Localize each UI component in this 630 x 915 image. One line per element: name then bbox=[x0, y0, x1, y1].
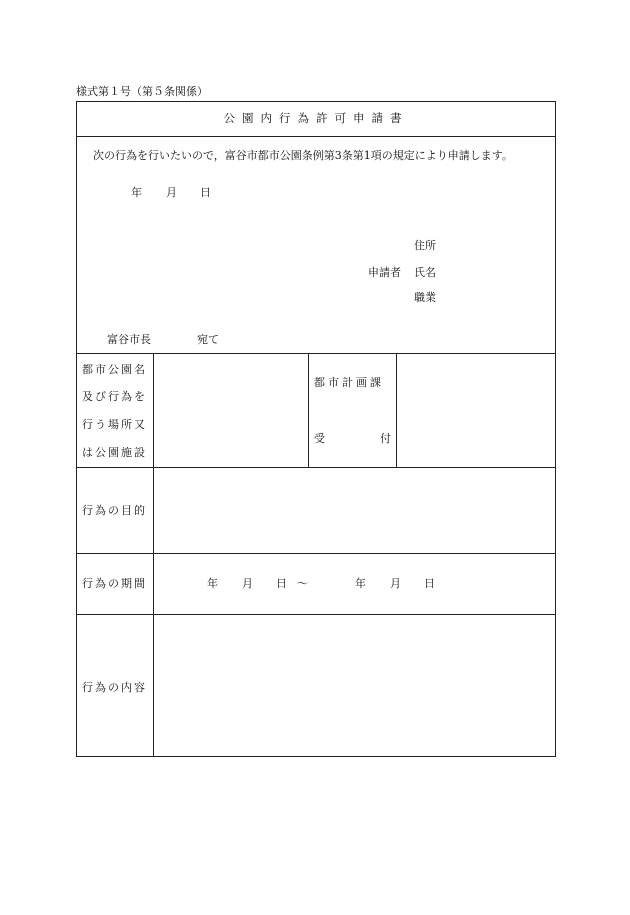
period-end-day-label: 日 bbox=[424, 577, 435, 590]
period-start-day-label: 日 bbox=[276, 577, 287, 590]
park-place-label-line: 行う場所又 bbox=[82, 418, 147, 431]
occupation-label: 職業 bbox=[414, 291, 436, 304]
addressee-suffix: 宛て bbox=[197, 333, 219, 346]
period-start-year-label: 年 bbox=[207, 577, 218, 590]
purpose-field[interactable] bbox=[154, 468, 555, 552]
period-label: 行為の期間 bbox=[82, 577, 147, 590]
reception-received-label: 付 bbox=[380, 432, 391, 445]
park-place-field[interactable] bbox=[154, 354, 307, 466]
reception-received-label: 受 bbox=[314, 432, 325, 445]
reception-stamp-field bbox=[397, 354, 555, 466]
content-field[interactable] bbox=[154, 615, 555, 756]
addressee-name: 富谷市長 bbox=[107, 333, 151, 346]
form-title: 公園内行為許可申請書 bbox=[223, 111, 409, 125]
form-number: 様式第１号（第５条関係） bbox=[76, 85, 208, 98]
date-day-label: 日 bbox=[200, 186, 211, 199]
park-place-label-line: 都市公園名 bbox=[82, 363, 147, 376]
purpose-divider bbox=[76, 553, 556, 554]
reception-left-divider bbox=[308, 353, 309, 467]
applicant-label: 申請者 bbox=[368, 266, 401, 279]
park-place-label-line: は公園施設 bbox=[82, 446, 147, 459]
purpose-label: 行為の目的 bbox=[82, 504, 147, 517]
period-end-month-label: 月 bbox=[390, 577, 401, 590]
address-label: 住所 bbox=[414, 239, 436, 252]
date-month-label: 月 bbox=[166, 186, 177, 199]
title-row-divider bbox=[76, 136, 556, 137]
reception-dept-label: 都市計画課 bbox=[314, 376, 384, 389]
period-separator: ～ bbox=[297, 577, 308, 590]
content-label: 行為の内容 bbox=[82, 681, 147, 694]
date-year-label: 年 bbox=[131, 186, 142, 199]
name-label: 氏名 bbox=[414, 266, 436, 279]
period-end-year-label: 年 bbox=[355, 577, 366, 590]
application-statement: 次の行為を行いたいので，富谷市都市公園条例第3条第1項の規定により申請します。 bbox=[93, 149, 513, 162]
park-place-label-line: 及び行為を bbox=[82, 390, 147, 403]
period-start-month-label: 月 bbox=[242, 577, 253, 590]
